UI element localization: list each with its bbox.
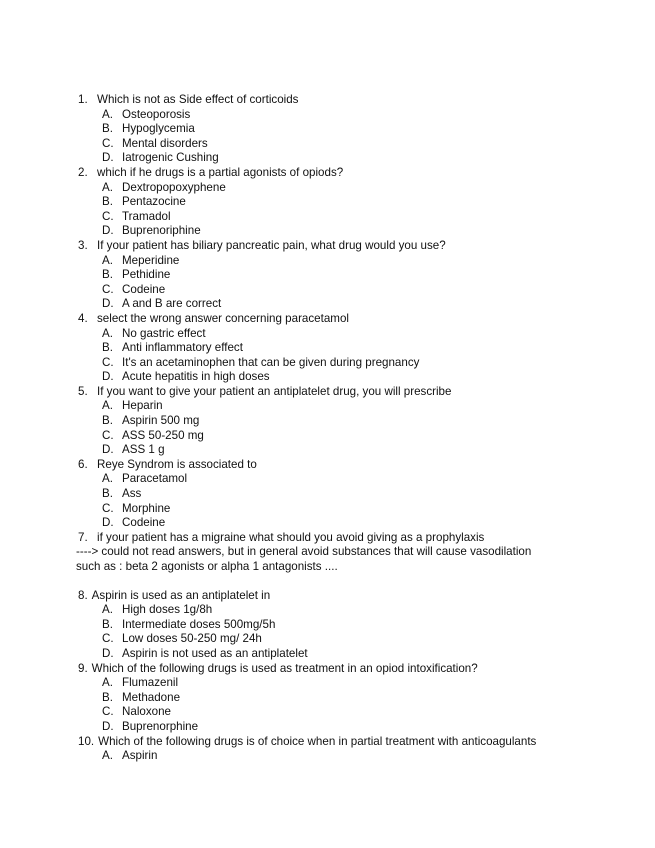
option-text: Mental disorders <box>122 136 208 150</box>
option-text: Heparin <box>122 399 163 413</box>
option-letter: B. <box>102 122 113 136</box>
option-letter: C. <box>102 209 114 223</box>
option-text: Aspirin <box>122 749 158 763</box>
option-letter: A. <box>102 676 113 690</box>
question-text: Which is not as Side effect of corticoids <box>97 93 299 106</box>
option-letter: C. <box>102 428 114 442</box>
option-letter: C. <box>102 501 114 515</box>
answer-option <box>78 151 638 166</box>
question-text: Which of the following drugs is of choice when in partial treatment with anticoagulants <box>98 734 537 748</box>
option-text: ASS 1 g <box>122 443 165 457</box>
option-letter: A. <box>102 253 113 267</box>
option-letter: A. <box>102 749 113 763</box>
question-number: 8. <box>78 588 88 602</box>
option-letter: B. <box>102 690 113 704</box>
question-8 <box>78 589 638 604</box>
answer-option <box>78 370 638 385</box>
option-letter: C. <box>102 632 114 646</box>
option-text: Aspirin is not used as an antiplatelet <box>122 646 308 660</box>
option-letter: D. <box>102 516 114 530</box>
question-number: 4. <box>78 311 88 325</box>
question-2 <box>78 166 638 181</box>
option-letter: A. <box>102 107 113 121</box>
option-text: Low doses 50-250 mg/ 24h <box>122 632 262 646</box>
option-letter: B. <box>102 195 113 209</box>
option-text: It's an acetaminophen that can be given during pregnancy <box>122 355 420 369</box>
question-number: 10. <box>78 734 95 748</box>
answer-option <box>78 122 638 137</box>
option-letter: B. <box>102 414 113 428</box>
answer-option <box>78 647 638 662</box>
option-text: ASS 50-250 mg <box>122 428 204 442</box>
option-text: Ass <box>122 487 142 501</box>
question-1 <box>78 93 638 108</box>
question-text: If your patient has biliary pancreatic pain, what drug would you use? <box>97 238 446 252</box>
answer-option <box>78 502 638 517</box>
question-text: If you want to give your patient an antiplatelet drug, you will prescribe <box>97 384 452 398</box>
option-letter: D. <box>102 443 114 457</box>
option-text: Acute hepatitis in high doses <box>122 370 270 384</box>
answer-option <box>78 414 638 429</box>
option-letter: D. <box>102 151 114 165</box>
question-text: Aspirin is used as an antiplatelet in <box>91 588 271 602</box>
answer-option <box>78 341 638 356</box>
option-text: No gastric effect <box>122 326 206 340</box>
option-text: Meperidine <box>122 253 180 267</box>
option-letter: A. <box>102 180 113 194</box>
answer-option <box>78 283 638 298</box>
question-text: Which of the following drugs is used as treatment in an opiod intoxification? <box>91 661 478 675</box>
question-text: which if he drugs is a partial agonists of opiods? <box>97 165 344 179</box>
option-letter: A. <box>102 399 113 413</box>
answer-option <box>78 618 638 633</box>
answer-option <box>78 108 638 123</box>
answer-option <box>78 749 638 764</box>
option-text: Naloxone <box>122 705 171 719</box>
question-9 <box>78 662 638 677</box>
question-number: 5. <box>78 384 88 398</box>
answer-option <box>78 137 638 152</box>
answer-option <box>78 399 638 414</box>
option-text: Methadone <box>122 690 181 704</box>
answer-option <box>78 181 638 196</box>
answer-option <box>78 720 638 735</box>
option-text: Pethidine <box>122 268 171 282</box>
answer-option <box>78 356 638 371</box>
question-number: 3. <box>78 238 88 252</box>
answer-option <box>78 443 638 458</box>
option-letter: C. <box>102 136 114 150</box>
option-letter: B. <box>102 341 113 355</box>
option-text: Hypoglycemia <box>122 122 195 136</box>
question-7 <box>78 531 638 546</box>
option-text: Buprenoriphine <box>122 224 201 238</box>
question-4 <box>78 312 638 327</box>
option-text: Iatrogenic Cushing <box>122 151 219 165</box>
question-list <box>78 93 638 764</box>
option-text: Anti inflammatory effect <box>122 341 243 355</box>
question-text: Reye Syndrom is associated to <box>97 457 257 471</box>
answer-option <box>78 472 638 487</box>
option-letter: A. <box>102 603 113 617</box>
option-text: Tramadol <box>122 209 171 223</box>
option-text: Osteoporosis <box>122 107 191 121</box>
question-number: 9. <box>78 661 88 675</box>
question-text: select the wrong answer concerning paracetamol <box>97 311 349 325</box>
option-letter: D. <box>102 719 114 733</box>
answer-option <box>78 691 638 706</box>
option-letter: C. <box>102 355 114 369</box>
option-letter: D. <box>102 224 114 238</box>
answer-option <box>78 268 638 283</box>
question-3 <box>78 239 638 254</box>
option-letter: D. <box>102 370 114 384</box>
option-text: Pentazocine <box>122 195 186 209</box>
answer-option <box>78 254 638 269</box>
option-text: Morphine <box>122 501 171 515</box>
option-text: High doses 1g/8h <box>122 603 213 617</box>
option-text: Intermediate doses 500mg/5h <box>122 617 276 631</box>
option-letter: B. <box>102 617 113 631</box>
option-text: Flumazenil <box>122 676 179 690</box>
question-5 <box>78 385 638 400</box>
option-text: Buprenorphine <box>122 719 199 733</box>
spacer <box>78 575 638 589</box>
option-letter: A. <box>102 326 113 340</box>
option-text: Codeine <box>122 516 166 530</box>
question-number: 7. <box>78 530 88 544</box>
answer-option <box>78 676 638 691</box>
answer-option <box>78 210 638 225</box>
answer-option <box>78 632 638 647</box>
answer-option <box>78 487 638 502</box>
option-text: Aspirin 500 mg <box>122 414 200 428</box>
option-letter: C. <box>102 282 114 296</box>
option-text: Dextropopoxyphene <box>122 180 226 194</box>
option-text: Paracetamol <box>122 472 188 486</box>
answer-option <box>78 327 638 342</box>
answer-option <box>78 297 638 312</box>
note-line-1: ----> could not read answers, but in general avoid substances that will cause vasodilation <box>76 545 532 559</box>
note-line-2: such as : beta 2 agonists or alpha 1 antagonists .... <box>76 560 338 573</box>
option-letter: B. <box>102 487 113 501</box>
question-number: 1. <box>78 93 88 106</box>
question-6 <box>78 458 638 473</box>
answer-option <box>78 516 638 531</box>
answer-option <box>78 603 638 618</box>
answer-option <box>78 195 638 210</box>
option-letter: D. <box>102 297 114 311</box>
question-text: if your patient has a migraine what should you avoid giving as a prophylaxis <box>97 530 485 544</box>
option-letter: B. <box>102 268 113 282</box>
question-number: 6. <box>78 457 88 471</box>
answer-option <box>78 429 638 444</box>
option-letter: A. <box>102 472 113 486</box>
question-10 <box>78 735 638 750</box>
option-text: Codeine <box>122 282 166 296</box>
option-text: A and B are correct <box>122 297 222 311</box>
answer-option <box>78 224 638 239</box>
option-letter: C. <box>102 705 114 719</box>
question-number: 2. <box>78 165 88 179</box>
option-letter: D. <box>102 646 114 660</box>
answer-option <box>78 705 638 720</box>
